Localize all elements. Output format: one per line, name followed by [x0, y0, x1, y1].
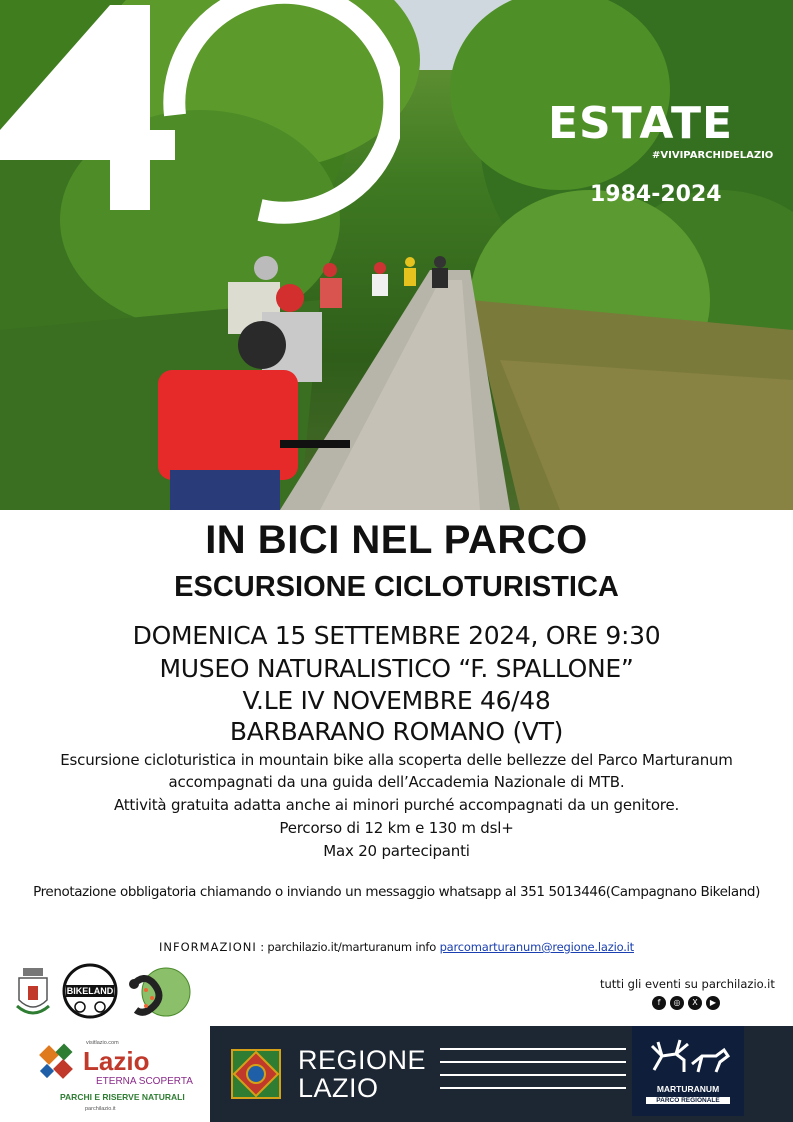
mtb-academy-salamander-logo: [124, 966, 194, 1020]
event-town: BARBARANO ROMANO (VT): [229, 717, 564, 746]
anniversary-40-logo: [0, 0, 400, 230]
lazio-logo-word: Lazio: [83, 1046, 150, 1076]
instagram-icon[interactable]: ◎: [670, 996, 684, 1010]
deer-dog-icon: [632, 1026, 744, 1082]
parchi-riserve-text: PARCHI E RISERVE NATURALI: [60, 1092, 185, 1102]
banner-stripes: [440, 1048, 626, 1100]
event-venue: MUSEO NATURALISTICO “F. SPALLONE”: [159, 654, 634, 683]
social-icons: [652, 996, 720, 1010]
info-line: [0, 940, 793, 954]
description-line-1: Escursione cicloturistica in mountain bike alla scoperta delle bellezze del Parco Marturanum: [60, 751, 733, 769]
visitlazio-text: visitlazio.com: [86, 1040, 119, 1046]
marturanum-name: MARTURANUM: [656, 1084, 720, 1094]
bikeland-text: BIKELAND: [66, 986, 114, 996]
info-site: : parchilazio.it/marturanum info: [260, 940, 437, 954]
info-email-link[interactable]: parcomarturanum@regione.lazio.it: [439, 940, 634, 954]
facebook-icon[interactable]: f: [652, 996, 666, 1010]
youtube-icon[interactable]: ▶: [706, 996, 720, 1010]
hashtag-label: #VIVIPARCHIDELAZIO: [652, 150, 774, 161]
description-line-5: Max 20 partecipanti: [323, 842, 470, 860]
events-link-text: tutti gli eventi su parchilazio.it: [600, 977, 775, 991]
campagnano-bikeland-logo: [62, 963, 118, 1019]
description-line-4: Percorso di 12 km e 130 m dsl+: [279, 819, 514, 837]
event-date-time: DOMENICA 15 SETTEMBRE 2024, ORE 9:30: [132, 621, 661, 650]
regione-line-1: REGIONE: [298, 1045, 427, 1075]
regione-lazio-text: [298, 1046, 426, 1102]
marturanum-park-logo: [632, 1026, 744, 1116]
booking-note: Prenotazione obbligatoria chiamando o inviando un messaggio whatsapp al 351 5013446(Campagnano Bikeland): [33, 884, 760, 900]
event-address: V.LE IV NOVEMBRE 46/48: [242, 686, 551, 715]
x-icon[interactable]: X: [688, 996, 702, 1010]
marturanum-subtitle: PARCO REGIONALE: [646, 1097, 730, 1104]
info-label: INFORMAZIONI: [159, 940, 257, 954]
regione-line-2: LAZIO: [298, 1073, 379, 1103]
estate-label: ESTATE: [548, 98, 734, 149]
parchilazio-url: parchilazio.it: [85, 1106, 116, 1112]
lazio-tagline: ETERNA SCOPERTA: [96, 1076, 193, 1087]
hero-photo: [0, 0, 793, 510]
barbarano-coat-of-arms-logo: [14, 966, 52, 1020]
event-subtitle: ESCURSIONE CICLOTURISTICA: [174, 571, 619, 603]
description-line-2: accompagnati da una guida dell’Accademia Nazionale di MTB.: [168, 773, 625, 791]
anniversary-years: 1984-2024: [590, 182, 722, 207]
event-title: IN BICI NEL PARCO: [205, 518, 588, 562]
regione-lazio-emblem: [230, 1048, 282, 1100]
lazio-mosaic-icon: [36, 1042, 82, 1086]
description-line-3: Attività gratuita adatta anche ai minori purché accompagnati da un genitore.: [113, 796, 680, 814]
